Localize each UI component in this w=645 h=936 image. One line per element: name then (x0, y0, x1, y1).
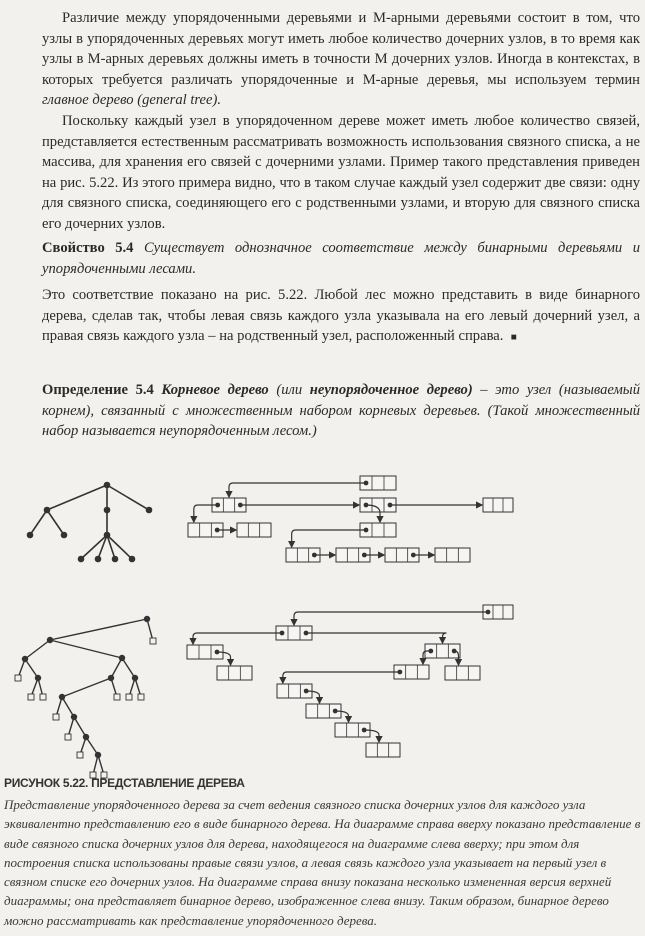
binary-tree-edge (62, 697, 74, 717)
null-link-square (65, 734, 71, 740)
definition-label: Определение 5.4 (42, 382, 154, 398)
null-link-square (138, 694, 144, 700)
binary-tree-node (22, 656, 28, 662)
paragraph-1-text: Различие между упорядоченными деревьями и M-арными деревьями состоит в том, что узлы в упорядоченных деревьях могут иметь любое количество дочерних узлов, в то время как узлы в M-арных деревьях должны иметь в точности M дочерних узлов. Иногда в контекстах, в которых требуется различать упорядоченные и M-арные деревья, мы используем термин (42, 10, 640, 88)
definition-mid: (или (276, 382, 303, 398)
tree-node (129, 556, 136, 563)
general-tree-term: главное дерево (general tree). (42, 92, 221, 109)
definition-term-1: Корневое дерево (161, 382, 269, 398)
binary-tree-edge (111, 658, 122, 678)
proof-paragraph (42, 285, 640, 349)
tree-node (146, 507, 153, 514)
binary-tree-node (144, 616, 150, 622)
end-of-proof-mark: ■ (510, 332, 517, 344)
link-arrow (294, 612, 488, 625)
list-node-box (237, 523, 271, 537)
tree-edge (47, 510, 64, 535)
null-link-square (28, 694, 34, 700)
binary-tree-edge (86, 737, 98, 755)
tree-node (104, 482, 111, 489)
tree-edge (47, 485, 107, 510)
binary-tree-edge (122, 658, 135, 678)
link-arrow (193, 633, 282, 644)
binary-tree-edge (50, 640, 122, 658)
tree-representation-figure (0, 440, 645, 780)
tree-node (95, 556, 102, 563)
tree-node (78, 556, 85, 563)
figure-title: РИСУНОК 5.22. ПРЕДСТАВЛЕНИЕ ДЕРЕВА (4, 776, 245, 790)
property-5-4 (42, 238, 640, 279)
paragraph-1 (42, 8, 640, 111)
list-node-box (217, 666, 252, 680)
binary-tree-edge (50, 619, 147, 640)
null-link-square (150, 638, 156, 644)
binary-tree-node (83, 734, 89, 740)
tree-node (27, 532, 34, 539)
link-arrow (306, 633, 447, 643)
definition-text: – это узел (называемый корнем), связанный с множественным набором корневых деревьев. (Такой множественный набор называется неупорядоченным лесом.) (42, 382, 640, 440)
proof-text: Это соответствие показано на рис. 5.22. Любой лес можно представить в виде бинарного дерева, сделав так, чтобы левая связь каждого узла указывала на его левый дочерний узел, а правая связь каждого узла – на родственный узел, расположенный справа. (42, 287, 640, 345)
binary-tree-edge (25, 659, 38, 678)
null-link-square (126, 694, 132, 700)
binary-tree-node (47, 637, 53, 643)
null-link-square (40, 694, 46, 700)
binary-tree-node (108, 675, 114, 681)
binary-tree-node (35, 675, 41, 681)
null-link-square (114, 694, 120, 700)
tree-edge (107, 485, 149, 510)
binary-tree-edge (74, 717, 86, 737)
link-arrow (229, 483, 366, 497)
tree-node (104, 507, 111, 514)
binary-tree-node (95, 752, 101, 758)
binary-tree-node (119, 655, 125, 661)
link-arrow (292, 530, 366, 547)
null-link-square (77, 752, 83, 758)
property-text: Существует однозначное соответствие между бинарными деревьями и упорядоченными лесами. (42, 240, 640, 277)
list-node-box (483, 498, 513, 512)
binary-tree-node (71, 714, 77, 720)
definition-term-2: неупорядоченное дерево) (309, 382, 473, 398)
list-node-box (366, 743, 400, 757)
list-node-box (435, 548, 470, 562)
paragraph-2: Поскольку каждый узел в упорядоченном дереве может иметь любое количество связей, представляется естественным рассматривать возможность использования связного списка, а не массива, для хранения его связей с дочерними узлами. Пример такого представления приведен на рис. 5.22. Из этого примера видно, что в таком случае каждый узел содержит две связи: одну для связного списка, соединяющего его с родственными узлами, и вторую для связного списка его дочерних узлов. (42, 113, 640, 232)
binary-tree-node (132, 675, 138, 681)
tree-node (104, 532, 111, 539)
property-label: Свойство 5.4 (42, 240, 134, 256)
definition-5-4 (42, 380, 640, 442)
binary-tree-edge (25, 640, 50, 659)
tree-node (44, 507, 51, 514)
null-link-square (53, 714, 59, 720)
link-arrow (283, 672, 400, 683)
tree-node (61, 532, 68, 539)
figure-caption: Представление упорядоченного дерева за счет ведения связного списка дочерних узлов для каждого узла эквивалентно представлению его в виде бинарного дерева. На диаграмме справа вверху показано представление в виде связного списка дочерних узлов для дерева, находящегося на диаграмме слева вверху; при этом для построения списка использованы правые связи узлов, а левая связь каждого узла указывает на первый узел в связном списке его дочерних узлов. На диаграмме справа внизу показана несколько измененная версия верхней диаграммы; она представляет бинарное дерево, изображенное слева внизу. Таким образом, бинарное дерево можно рассматривать как представление упорядоченного дерева. (4, 797, 641, 928)
null-link-square (15, 675, 21, 681)
list-node-box (445, 666, 480, 680)
binary-tree-edge (62, 678, 111, 697)
tree-edge (30, 510, 47, 535)
tree-node (112, 556, 119, 563)
binary-tree-node (59, 694, 65, 700)
